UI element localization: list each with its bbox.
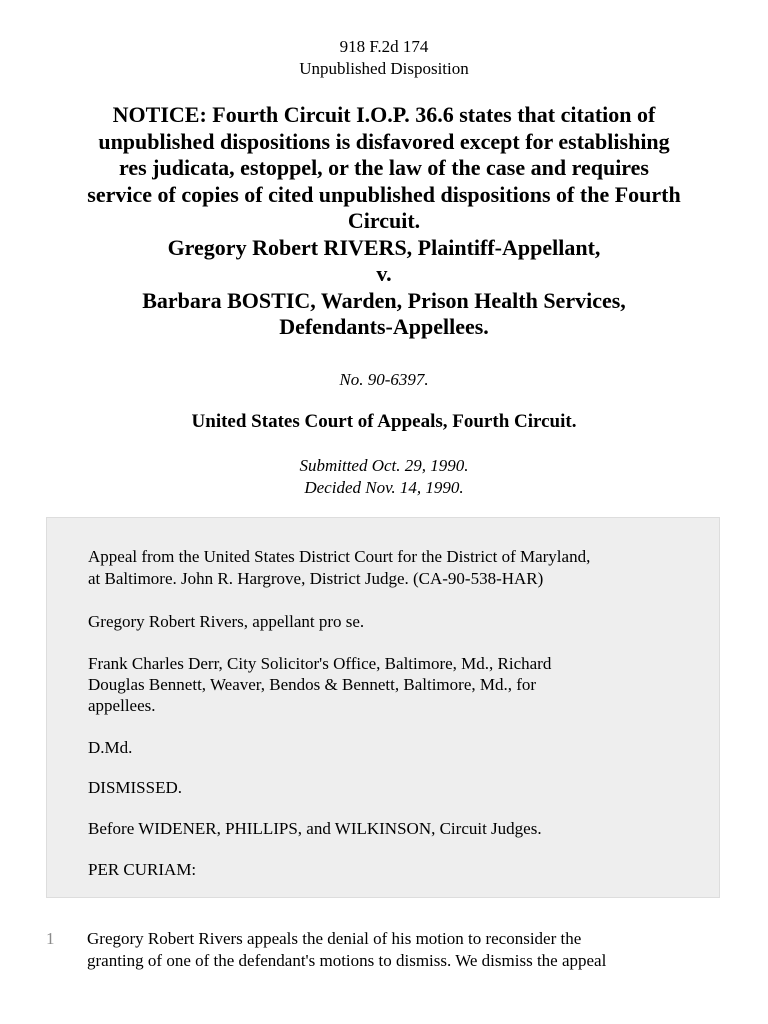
case-header-box xyxy=(46,517,720,898)
case-dates xyxy=(0,455,768,499)
notice-line: NOTICE: Fourth Circuit I.O.P. 36.6 states that citation of xyxy=(112,102,656,127)
plaintiff-name: Gregory Robert RIVERS, Plaintiff-Appellant, xyxy=(167,234,601,260)
submitted-date: Submitted Oct. 29, 1990. xyxy=(299,456,469,475)
appellee-counsel-line: Frank Charles Derr, City Solicitor's Office, Baltimore, Md., Richard xyxy=(88,654,552,673)
district-label: D.Md. xyxy=(88,738,133,757)
notice-line: Circuit. xyxy=(347,208,421,233)
notice-line: service of copies of cited unpublished dispositions of the Fourth xyxy=(87,181,681,207)
appeal-origin-line: Appeal from the United States District Court for the District of Maryland, xyxy=(88,547,591,566)
per-curiam-label: PER CURIAM: xyxy=(88,860,197,879)
notice-line: unpublished dispositions is disfavored except for establishing xyxy=(98,128,670,154)
result-label: DISMISSED. xyxy=(88,778,182,797)
panel-line: Before WIDENER, PHILLIPS, and WILKINSON, Circuit Judges. xyxy=(88,819,542,838)
defendant-line: Defendants-Appellees. xyxy=(279,314,489,339)
citation-header xyxy=(0,36,768,80)
notice-line: res judicata, estoppel, or the law of the case and requires xyxy=(118,155,649,180)
versus-label: v. xyxy=(376,261,392,286)
appellant-counsel: Gregory Robert Rivers, appellant pro se. xyxy=(88,612,365,631)
reporter-citation: 918 F.2d 174 xyxy=(339,37,429,56)
case-caption xyxy=(40,102,728,341)
defendant-line: Barbara BOSTIC, Warden, Prison Health Services, xyxy=(142,287,626,313)
decided-date: Decided Nov. 14, 1990. xyxy=(304,478,464,497)
paragraph-number: 1 xyxy=(46,929,55,948)
court-name: United States Court of Appeals, Fourth Circuit. xyxy=(191,411,577,432)
disposition-label: Unpublished Disposition xyxy=(299,59,469,78)
appeal-origin-line: at Baltimore. John R. Hargrove, District Judge. (CA-90-538-HAR) xyxy=(88,569,544,588)
docket-number: No. 90-6397. xyxy=(339,370,429,389)
appellee-counsel-line: Douglas Bennett, Weaver, Bendos & Bennett, Baltimore, Md., for xyxy=(88,675,537,694)
paragraph-line: Gregory Robert Rivers appeals the denial of his motion to reconsider the xyxy=(87,929,582,948)
appellee-counsel-line: appellees. xyxy=(88,696,156,715)
paragraph-text xyxy=(87,928,606,972)
paragraph-line: granting of one of the defendant's motions to dismiss. We dismiss the appeal xyxy=(87,951,607,970)
